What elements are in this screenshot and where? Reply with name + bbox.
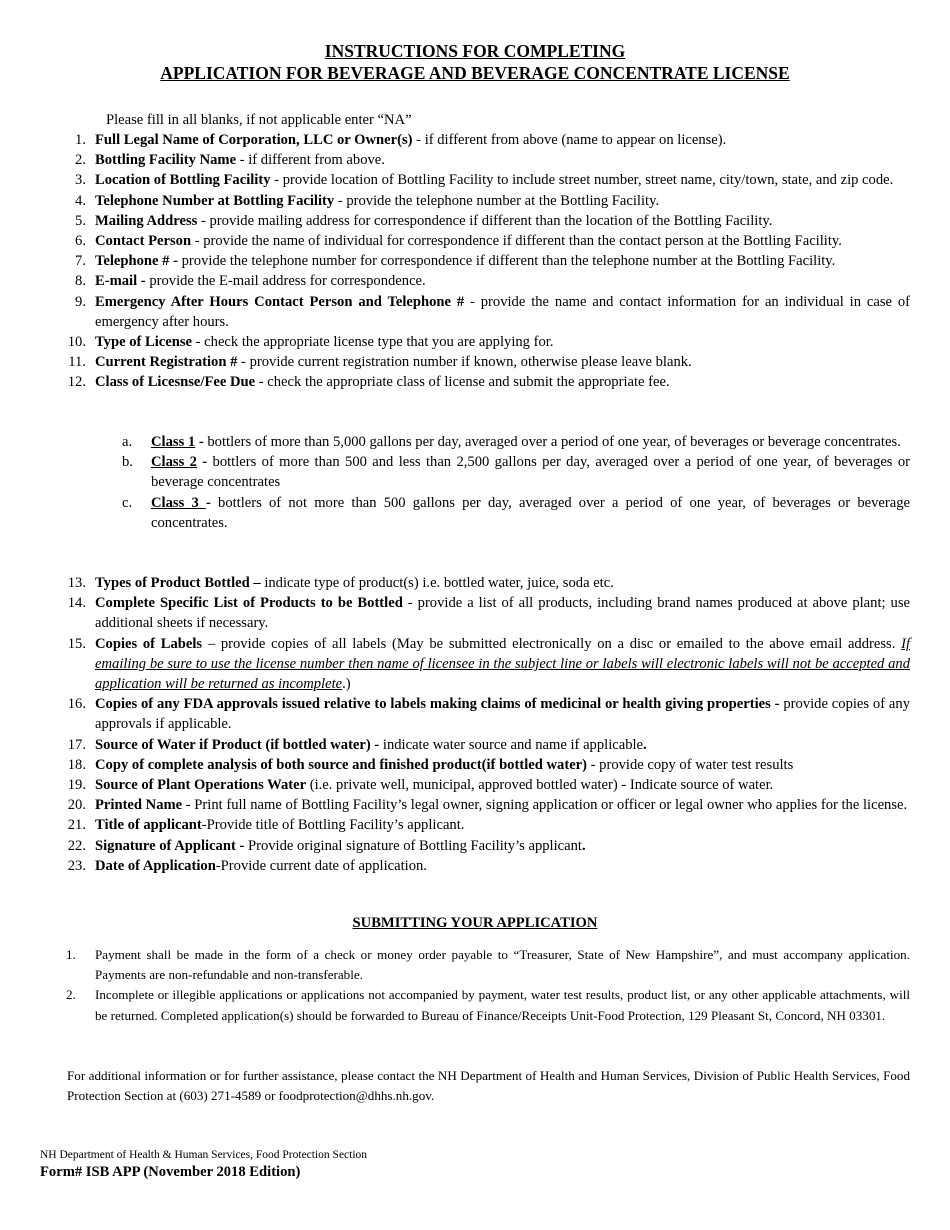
list-item: 8. E-mail - provide the E-mail address for correspondence. <box>75 273 426 290</box>
list-item: 3. Location of Bottling Facility - provide location of Bottling Facility to include street number, street name, city/town, state, and zip code. <box>75 172 894 189</box>
list-item: 16. Copies of any FDA approvals issued relative to labels making claims of medicinal or health giving properties - provide copies of any approvals if applicable. <box>67 696 910 733</box>
class-item: b. Class 2 - bottlers of more than 500 and less than 2,500 gallons per day, averaged over a period of one year, of beverages or beverage concentrates <box>122 454 911 491</box>
list-item: 19. Source of Plant Operations Water (i.e. private well, municipal, approved bottled water) - Indicate source of water. <box>67 777 774 794</box>
list-item: 14. Complete Specific List of Products to be Bottled - provide a list of all products, including brand names produced at above plant; use additional sheets if necessary. <box>67 595 910 632</box>
footer-department: NH Department of Health & Human Services, Food Protection Section <box>40 1149 368 1161</box>
list-item: 6. Contact Person - provide the name of individual for correspondence if different than the contact person at the Bottling Facility. <box>75 233 842 250</box>
contact-paragraph: For additional information or for further assistance, please contact the NH Department of Health and Human Services, Division of Public Health Services, Food Protection Section at (603) 271-4589 or foodprotection@dhhs.nh.gov. <box>67 1068 910 1104</box>
list-item: 4. Telephone Number at Bottling Facility - provide the telephone number at the Bottling Facility. <box>75 192 660 209</box>
license-class-list <box>0 432 910 533</box>
list-item: 22. Signature of Applicant - Provide original signature of Bottling Facility’s applicant. <box>67 837 586 854</box>
list-item: 12. Class of Licesnse/Fee Due - check the appropriate class of license and submit the appropriate fee. <box>67 374 670 391</box>
list-item: 9. Emergency After Hours Contact Person and Telephone # - provide the name and contact information for an individual in case of emergency after hours. <box>75 293 910 330</box>
submitting-list <box>0 945 910 1026</box>
list-item: 10. Type of License - check the appropriate license type that you are applying for. <box>67 334 554 351</box>
class-item: c. Class 3 - bottlers of not more than 500 gallons per day, averaged over a period of one year, of beverages or beverage concentrates. <box>122 494 911 531</box>
list-item: 1. Payment shall be made in the form of a check or money order payable to “Treasurer, State of New Hampshire”, and must accompany application. Payments are non-refundable and non-transferable. <box>66 947 910 983</box>
submitting-section-title: SUBMITTING YOUR APPLICATION <box>352 915 598 931</box>
list-item: 7. Telephone # - provide the telephone number for correspondence if different than the telephone number at the Bottling Facility. <box>75 253 836 270</box>
list-item: 23. Date of Application-Provide current date of application. <box>67 857 427 874</box>
list-item: 20. Printed Name - Print full name of Bottling Facility’s legal owner, signing application or officer or legal owner who applies for the license. <box>67 797 908 814</box>
instruction-list-1-12 <box>0 130 910 393</box>
list-item: 13. Types of Product Bottled – indicate type of product(s) i.e. bottled water, juice, soda etc. <box>67 575 614 591</box>
class-item: a. Class 1 - bottlers of more than 5,000 gallons per day, averaged over a period of one year, of beverages or beverage concentrates. <box>122 434 901 450</box>
document-title-line2: APPLICATION FOR BEVERAGE AND BEVERAGE CONCENTRATE LICENSE <box>160 63 790 83</box>
list-item: 15. Copies of Labels – provide copies of all labels (May be submitted electronically on a disc or emailed to the above email address. If emailing be sure to use the license number then name of licensee in the subject line or labels will electronic labels will not be accepted and application will be returned as incomplete.) <box>67 635 911 693</box>
list-item: 2. Bottling Facility Name - if different from above. <box>75 152 385 169</box>
list-item: 21. Title of applicant-Provide title of Bottling Facility’s applicant. <box>67 817 465 834</box>
list-item: 5. Mailing Address - provide mailing address for correspondence if different than the location of the Bottling Facility. <box>75 212 773 229</box>
list-item: 2. Incomplete or illegible applications or applications not accompanied by payment, water test results, product list, or any other applicable attachments, will be returned. Completed application(s) should be forwarded to Bureau of Finance/Receipts Unit-Food Protection, 129 Pleasant St, Concord, NH 03301. <box>66 987 910 1023</box>
instruction-list-13-23 <box>0 573 910 876</box>
list-item: 17. Source of Water if Product (if bottled water) - indicate water source and name if applicable. <box>67 736 647 753</box>
list-item: 11. Current Registration # - provide current registration number if known, otherwise please leave blank. <box>68 354 692 371</box>
list-item: 1. Full Legal Name of Corporation, LLC or Owner(s) - if different from above (name to appear on license). <box>75 132 727 148</box>
document-title-line1: INSTRUCTIONS FOR COMPLETING <box>324 41 626 61</box>
intro-text: Please fill in all blanks, if not applicable enter “NA” <box>106 112 412 128</box>
footer-form-number: Form# ISB APP (November 2018 Edition) <box>40 1164 301 1180</box>
list-item: 18. Copy of complete analysis of both source and finished product(if bottled water) - provide copy of water test results <box>67 756 794 773</box>
